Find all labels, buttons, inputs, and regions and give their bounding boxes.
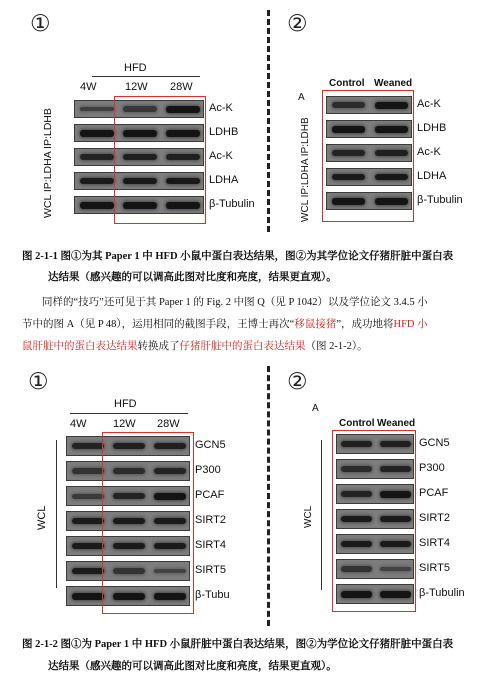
blot-row-label: β-Tubulin <box>419 587 465 599</box>
blot-row-label: Ac-K <box>417 98 441 110</box>
group-bracket <box>56 440 57 588</box>
side-label: WCL <box>303 505 314 528</box>
blot-row-label: P300 <box>195 464 221 476</box>
figure-caption: 达结果（感兴趣的可以调高此图对比度和亮度，结果更直观）。 <box>48 661 337 672</box>
lane-label: Weaned <box>377 418 416 429</box>
protein-band <box>80 178 114 185</box>
blot-row-label: β-Tubu <box>195 589 230 601</box>
blot-row-label: GCN5 <box>195 439 226 451</box>
figure-caption: 图 2-1-2 图①为 Paper 1 中 HFD 小鼠肝脏中蛋白表达结果，图②为学位论文仔猪肝脏中蛋白表 <box>22 639 454 650</box>
protein-band <box>72 543 104 550</box>
lane-label: 12W <box>113 418 136 430</box>
side-label: WCL IP:LDHA IP:LDHB <box>42 108 54 218</box>
text-run: （图 2-1-2）。 <box>305 341 368 352</box>
blot-row-label: SIRT2 <box>419 512 450 524</box>
highlight-box <box>322 90 414 222</box>
blot-row-label: SIRT5 <box>419 562 450 574</box>
blot-row-label: P300 <box>419 462 445 474</box>
blot-row-label: Ac-K <box>209 102 233 114</box>
lane-label: 12W <box>125 81 148 93</box>
figure-caption: 达结果（感兴趣的可以调高此图对比度和亮度，结果更直观）。 <box>48 272 337 283</box>
panel-marker-1: ① <box>28 369 49 395</box>
blot-row-label: SIRT4 <box>419 537 450 549</box>
blot-row-label: SIRT5 <box>195 564 226 576</box>
panel-marker-2: ② <box>287 369 308 395</box>
blot-row-label: LDHA <box>417 170 447 182</box>
protein-band <box>80 130 114 137</box>
text-run-red: 鼠肝脏中的蛋白表达结果 <box>22 341 138 352</box>
panel-letter: A <box>312 403 319 414</box>
blot-row-label: PCAF <box>195 489 225 501</box>
blot-row-label: β-Tubulin <box>417 194 463 206</box>
protein-band <box>72 518 104 525</box>
blot-row-label: SIRT4 <box>195 539 226 551</box>
blot-row-label: β-Tubulin <box>209 198 255 210</box>
body-text <box>22 318 428 332</box>
group-bracket <box>92 76 200 77</box>
protein-band <box>72 494 104 499</box>
side-label: WCL IP:LDHA IP:LDHB <box>300 117 311 222</box>
text-run: 转换成了 <box>137 341 180 352</box>
lane-label: 4W <box>70 418 87 430</box>
text-run-red: 仔猪肝脏中的蛋白表达结果 <box>179 341 306 352</box>
panel-letter: A <box>298 92 305 103</box>
group-bracket <box>321 440 322 590</box>
body-text <box>22 340 368 354</box>
protein-band <box>80 202 114 209</box>
group-bracket <box>70 413 188 414</box>
figure-caption: 图 2-1-1 图①为其 Paper 1 中 HFD 小鼠中蛋白表达结果，图②为其学位论文仔猪肝脏中蛋白表 <box>22 251 454 262</box>
divider-dashed <box>267 10 270 232</box>
protein-band <box>72 443 104 449</box>
side-label: WCL <box>36 505 48 530</box>
panel-marker-1: ① <box>30 11 51 37</box>
protein-band <box>80 107 114 112</box>
protein-band <box>72 593 104 600</box>
lane-label: 28W <box>157 418 180 430</box>
blot-row-label: Ac-K <box>417 146 441 158</box>
divider-dashed <box>267 366 270 626</box>
blot-row-label: LDHA <box>209 174 239 186</box>
lane-label: Weaned <box>374 78 413 89</box>
blot-row-label: Ac-K <box>209 150 233 162</box>
text-run-red: 移鼠接猪 <box>294 319 337 330</box>
protein-band <box>72 468 104 473</box>
text-run: 节中的图 A（见 P 48），运用相同的截图手段，王博士再次“ <box>22 319 295 330</box>
protein-band <box>80 154 114 160</box>
protein-band <box>72 568 104 575</box>
highlight-box <box>332 430 416 612</box>
highlight-box <box>102 432 194 614</box>
lane-label: Control <box>329 78 365 89</box>
blot-row-label: GCN5 <box>419 437 450 449</box>
text-run: ”，成功地将 <box>336 319 394 330</box>
text-run-red: HFD 小 <box>393 319 428 330</box>
blot-row-label: PCAF <box>419 487 449 499</box>
lane-label: Control <box>339 418 375 429</box>
highlight-box <box>114 96 206 224</box>
group-label-hfd: HFD <box>114 398 137 410</box>
lane-label: 28W <box>170 81 193 93</box>
lane-label: 4W <box>80 81 97 93</box>
group-label-hfd: HFD <box>124 62 147 74</box>
blot-row-label: SIRT2 <box>195 514 226 526</box>
body-text: 同样的“技巧”还可见于其 Paper 1 的 Fig. 2 中图 Q（见 P 1042）以及学位论文 3.4.5 小 <box>42 297 428 308</box>
blot-row-label: LDHB <box>417 122 447 134</box>
panel-marker-2: ② <box>287 11 308 37</box>
blot-row-label: LDHB <box>209 126 239 138</box>
